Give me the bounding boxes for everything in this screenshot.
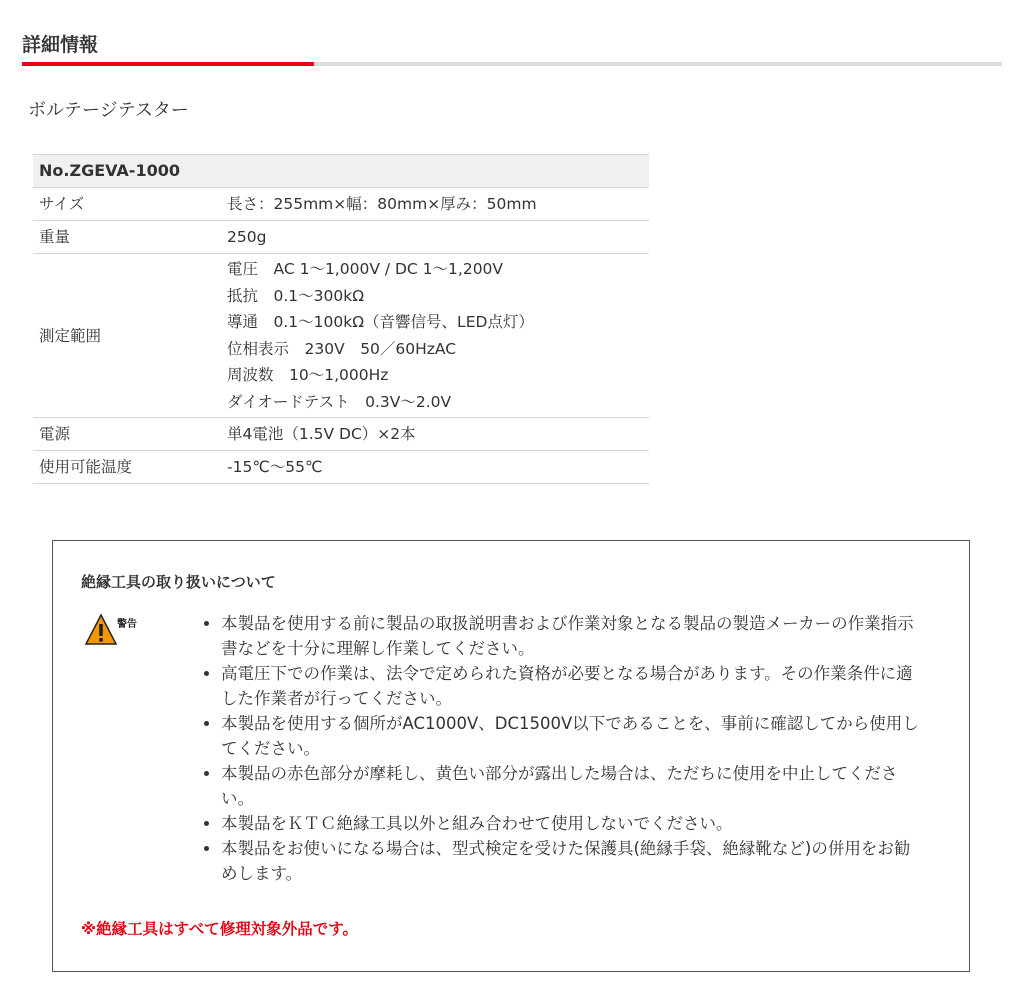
table-row bbox=[33, 451, 649, 484]
title-underline bbox=[22, 62, 1002, 66]
spec-key-temperature: 使用可能温度 bbox=[33, 451, 221, 484]
spec-value-weight: 250g bbox=[221, 221, 649, 254]
spec-key-range: 測定範囲 bbox=[33, 254, 221, 418]
range-line-diode: ダイオードテスト 0.3V～2.0V bbox=[227, 392, 452, 411]
table-row bbox=[33, 418, 649, 451]
warning-mark bbox=[85, 613, 153, 659]
range-line-phase: 位相表示 230V 50／60HzAC bbox=[227, 339, 457, 358]
warning-label: 警告 bbox=[117, 619, 137, 630]
model-number: No.ZGEVA-1000 bbox=[33, 155, 649, 188]
title-underline-accent bbox=[22, 62, 314, 66]
range-line-frequency: 周波数 10～1,000Hz bbox=[227, 366, 389, 384]
spec-model-row bbox=[33, 155, 649, 188]
caution-note: ※絶縁工具はすべて修理対象外品です。 bbox=[81, 920, 359, 938]
spec-key-power: 電源 bbox=[33, 418, 221, 451]
caution-list bbox=[195, 611, 921, 886]
table-row bbox=[33, 188, 649, 221]
list-item: • 本製品をお使いになる場合は、型式検定を受けた保護具(絶縁手袋、絶縁靴など)の併用をお勧めします。 bbox=[221, 836, 921, 886]
spec-value-temperature: -15℃～55℃ bbox=[221, 451, 649, 484]
table-row bbox=[33, 221, 649, 254]
spec-key-size: サイズ bbox=[33, 188, 221, 221]
spec-value-size: 長さ：255mm×幅：80mm×厚み：50mm bbox=[221, 188, 649, 221]
caution-title: 絶縁工具の取り扱いについて bbox=[81, 573, 276, 591]
list-item: • 本製品を使用する個所がAC1000V、DC1500V以下であることを、事前に確認してから使用してください。 bbox=[221, 711, 921, 761]
spec-value-power: 単4電池（1.5V DC）×2本 bbox=[221, 418, 649, 451]
range-line-resistance: 抵抗 0.1～300kΩ bbox=[227, 286, 365, 305]
warning-triangle-icon bbox=[85, 613, 117, 647]
caution-box bbox=[52, 540, 970, 972]
spec-table bbox=[33, 154, 649, 484]
product-name: ボルテージテスター bbox=[28, 100, 189, 121]
list-item: • 本製品の赤色部分が摩耗し、黄色い部分が露出した場合は、ただちに使用を中止してください。 bbox=[221, 761, 921, 811]
list-item: • 本製品をＫＴＣ絶縁工具以外と組み合わせて使用しないでください。 bbox=[221, 811, 921, 836]
section-title: 詳細情報 bbox=[22, 34, 99, 56]
range-line-voltage: 電圧 AC 1～1,000V / DC 1～1,200V bbox=[227, 260, 504, 278]
spec-value-range bbox=[221, 254, 649, 418]
table-row bbox=[33, 254, 649, 418]
range-line-continuity: 導通 0.1～100kΩ（音響信号、LED点灯） bbox=[227, 313, 534, 331]
spec-key-weight: 重量 bbox=[33, 221, 221, 254]
list-item: • 高電圧下での作業は、法令で定められた資格が必要となる場合があります。その作業条件に適した作業者が行ってください。 bbox=[221, 661, 921, 711]
list-item: • 本製品を使用する前に製品の取扱説明書および作業対象となる製品の製造メーカーの作業指示書などを十分に理解し作業してください。 bbox=[221, 611, 921, 661]
